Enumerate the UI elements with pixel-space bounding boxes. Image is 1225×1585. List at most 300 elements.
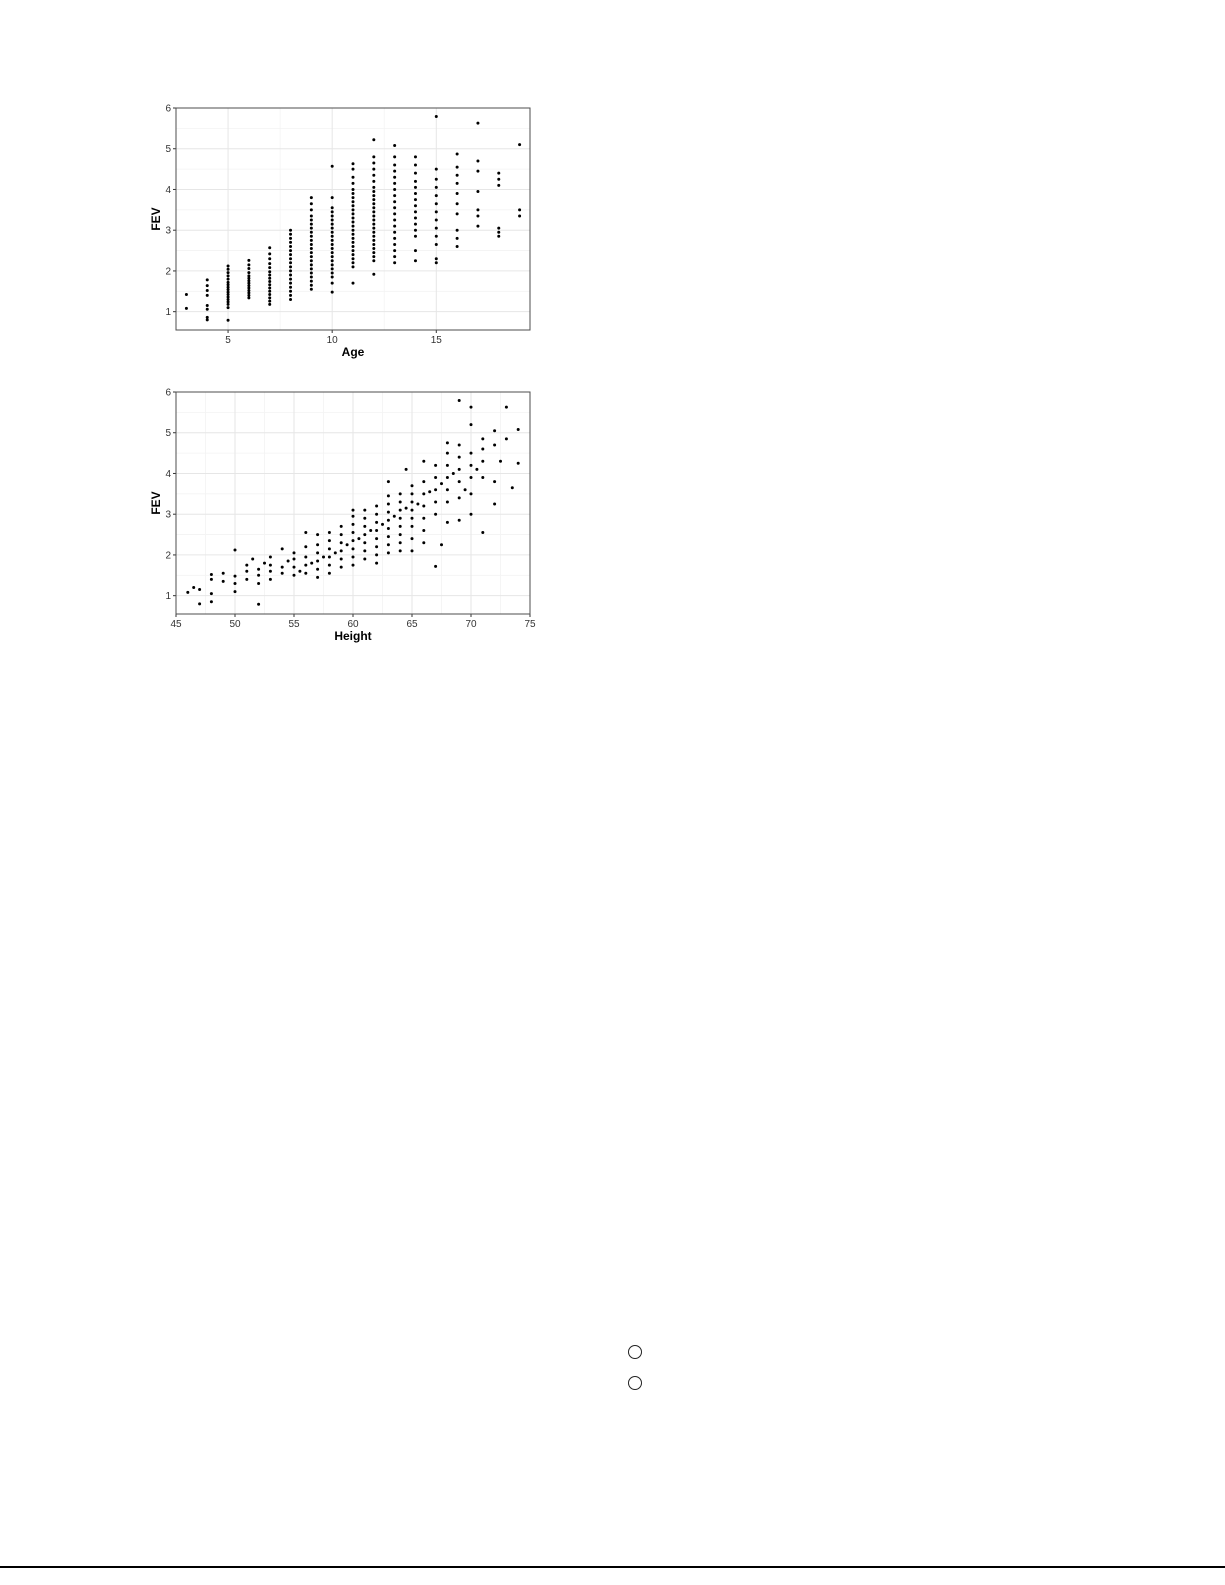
- data-point: [422, 460, 425, 463]
- data-point: [456, 202, 459, 205]
- data-point: [372, 138, 375, 141]
- data-point: [289, 269, 292, 272]
- data-point: [247, 271, 250, 274]
- data-point: [456, 192, 459, 195]
- data-point: [399, 541, 402, 544]
- data-point: [210, 573, 213, 576]
- data-point: [411, 537, 414, 540]
- data-point: [245, 578, 248, 581]
- data-point: [446, 464, 449, 467]
- data-point: [247, 267, 250, 270]
- data-point: [363, 525, 366, 528]
- data-point: [328, 531, 331, 534]
- data-point: [263, 562, 266, 565]
- data-point: [206, 294, 209, 297]
- data-point: [414, 204, 417, 207]
- data-point: [411, 509, 414, 512]
- data-point: [399, 500, 402, 503]
- x-tick-label: 10: [326, 335, 338, 346]
- age-fev-scatter-plot: [150, 100, 540, 362]
- data-point: [331, 243, 334, 246]
- data-point: [352, 523, 355, 526]
- x-tick-label: 45: [170, 619, 182, 630]
- data-point: [331, 282, 334, 285]
- data-point: [289, 241, 292, 244]
- y-tick-label: 2: [165, 266, 171, 278]
- data-point: [206, 308, 209, 311]
- data-point: [310, 202, 313, 205]
- data-point: [414, 192, 417, 195]
- data-point: [352, 176, 355, 179]
- answer-option-radio-1[interactable]: [628, 1345, 642, 1359]
- height-fev-scatter-plot: [150, 384, 540, 646]
- data-point: [440, 482, 443, 485]
- data-point: [387, 494, 390, 497]
- x-axis-title: Age: [341, 345, 365, 359]
- data-point: [289, 286, 292, 289]
- data-point: [446, 476, 449, 479]
- data-point: [316, 551, 319, 554]
- data-point: [289, 282, 292, 285]
- data-point: [331, 263, 334, 266]
- data-point: [435, 227, 438, 230]
- data-point: [372, 174, 375, 177]
- data-point: [393, 194, 396, 197]
- data-point: [310, 276, 313, 279]
- data-point: [257, 574, 260, 577]
- data-point: [352, 208, 355, 211]
- data-point: [331, 271, 334, 274]
- data-point: [257, 582, 260, 585]
- data-point: [268, 283, 271, 286]
- x-tick-label: 75: [524, 619, 536, 630]
- data-point: [387, 535, 390, 538]
- data-point: [352, 216, 355, 219]
- data-point: [505, 437, 508, 440]
- x-tick-label: 50: [229, 619, 241, 630]
- data-point: [269, 555, 272, 558]
- data-point: [331, 239, 334, 242]
- data-point: [476, 190, 479, 193]
- data-point: [414, 235, 417, 238]
- data-point: [331, 227, 334, 230]
- data-point: [399, 525, 402, 528]
- data-point: [331, 259, 334, 262]
- data-point: [414, 249, 417, 252]
- x-tick-label: 55: [288, 619, 300, 630]
- y-tick-label: 2: [165, 550, 171, 562]
- data-point: [375, 553, 378, 556]
- data-point: [310, 251, 313, 254]
- data-point: [435, 194, 438, 197]
- data-point: [434, 476, 437, 479]
- data-point: [352, 249, 355, 252]
- data-point: [310, 247, 313, 250]
- data-point: [422, 529, 425, 532]
- data-point: [268, 277, 271, 280]
- data-point: [310, 235, 313, 238]
- data-point: [393, 219, 396, 222]
- data-point: [372, 180, 375, 183]
- data-point: [310, 196, 313, 199]
- data-point: [331, 235, 334, 238]
- data-point: [493, 443, 496, 446]
- data-point: [322, 555, 325, 558]
- data-point: [372, 251, 375, 254]
- data-point: [352, 196, 355, 199]
- data-point: [393, 212, 396, 215]
- data-point: [247, 263, 250, 266]
- data-point: [505, 406, 508, 409]
- data-point: [476, 214, 479, 217]
- data-point: [227, 319, 230, 322]
- data-point: [393, 164, 396, 167]
- y-tick-label: 5: [165, 144, 171, 156]
- data-point: [304, 564, 307, 567]
- data-point: [481, 437, 484, 440]
- data-point: [446, 521, 449, 524]
- data-point: [476, 225, 479, 228]
- data-point: [186, 591, 189, 594]
- y-tick-label: 1: [165, 591, 171, 603]
- data-point: [458, 468, 461, 471]
- data-point: [375, 505, 378, 508]
- data-point: [206, 284, 209, 287]
- data-point: [310, 562, 313, 565]
- data-point: [352, 188, 355, 191]
- data-point: [352, 253, 355, 256]
- data-point: [411, 492, 414, 495]
- data-point: [328, 547, 331, 550]
- data-point: [372, 190, 375, 193]
- data-point: [310, 255, 313, 258]
- data-point: [440, 543, 443, 546]
- y-tick-label: 6: [165, 387, 171, 399]
- data-point: [289, 298, 292, 301]
- data-point: [446, 500, 449, 503]
- data-point: [435, 115, 438, 118]
- data-point: [393, 237, 396, 240]
- y-tick-label: 3: [165, 225, 171, 237]
- data-point: [372, 206, 375, 209]
- data-point: [352, 257, 355, 260]
- data-point: [434, 464, 437, 467]
- data-point: [422, 480, 425, 483]
- data-point: [434, 565, 437, 568]
- data-point: [435, 235, 438, 238]
- data-point: [304, 572, 307, 575]
- data-point: [375, 513, 378, 516]
- age-fev-svg: [150, 100, 540, 362]
- data-point: [363, 517, 366, 520]
- data-point: [434, 500, 437, 503]
- data-point: [511, 486, 514, 489]
- data-point: [372, 231, 375, 234]
- data-point: [422, 541, 425, 544]
- data-point: [352, 564, 355, 567]
- data-point: [497, 235, 500, 238]
- data-point: [234, 549, 237, 552]
- data-point: [464, 488, 467, 491]
- data-point: [268, 270, 271, 273]
- data-point: [393, 255, 396, 258]
- y-axis-title: FEV: [149, 207, 163, 231]
- data-point: [372, 259, 375, 262]
- data-point: [269, 564, 272, 567]
- data-point: [210, 600, 213, 603]
- data-point: [234, 590, 237, 593]
- data-point: [268, 262, 271, 265]
- data-point: [310, 239, 313, 242]
- data-point: [227, 306, 230, 309]
- data-point: [293, 574, 296, 577]
- data-point: [310, 280, 313, 283]
- data-point: [517, 428, 520, 431]
- data-point: [470, 464, 473, 467]
- data-point: [346, 543, 349, 546]
- data-point: [222, 580, 225, 583]
- data-point: [352, 265, 355, 268]
- data-point: [399, 533, 402, 536]
- data-point: [387, 527, 390, 530]
- data-point: [289, 290, 292, 293]
- data-point: [422, 517, 425, 520]
- data-point: [210, 578, 213, 581]
- data-point: [435, 178, 438, 181]
- data-point: [414, 172, 417, 175]
- data-point: [289, 245, 292, 248]
- data-point: [387, 511, 390, 514]
- data-point: [227, 281, 230, 284]
- data-point: [310, 263, 313, 266]
- data-point: [316, 568, 319, 571]
- data-point: [352, 200, 355, 203]
- data-point: [470, 452, 473, 455]
- data-point: [289, 265, 292, 268]
- data-point: [268, 280, 271, 283]
- data-point: [331, 267, 334, 270]
- data-point: [493, 480, 496, 483]
- data-point: [363, 549, 366, 552]
- x-tick-label: 70: [465, 619, 477, 630]
- data-point: [393, 176, 396, 179]
- x-tick-label: 65: [406, 619, 418, 630]
- data-point: [331, 206, 334, 209]
- data-point: [372, 243, 375, 246]
- data-point: [435, 186, 438, 189]
- x-tick-label: 15: [430, 335, 442, 346]
- answer-option-radio-2[interactable]: [628, 1376, 642, 1390]
- data-point: [405, 507, 408, 510]
- data-point: [310, 243, 313, 246]
- data-point: [372, 194, 375, 197]
- data-point: [387, 519, 390, 522]
- data-point: [393, 188, 396, 191]
- data-point: [227, 278, 230, 281]
- data-point: [352, 237, 355, 240]
- data-point: [257, 603, 260, 606]
- data-point: [411, 500, 414, 503]
- y-tick-label: 6: [165, 103, 171, 115]
- data-point: [352, 282, 355, 285]
- data-point: [493, 503, 496, 506]
- data-point: [316, 543, 319, 546]
- data-point: [458, 496, 461, 499]
- data-point: [372, 273, 375, 276]
- data-point: [446, 441, 449, 444]
- data-point: [234, 575, 237, 578]
- data-point: [499, 460, 502, 463]
- data-point: [331, 251, 334, 254]
- data-point: [310, 223, 313, 226]
- data-point: [247, 274, 250, 277]
- data-point: [251, 558, 254, 561]
- data-point: [206, 304, 209, 307]
- data-point: [185, 307, 188, 310]
- data-point: [375, 545, 378, 548]
- data-point: [481, 448, 484, 451]
- data-point: [393, 225, 396, 228]
- data-point: [375, 521, 378, 524]
- y-tick-label: 4: [165, 184, 171, 196]
- data-point: [428, 490, 431, 493]
- data-point: [372, 198, 375, 201]
- data-point: [435, 261, 438, 264]
- data-point: [411, 549, 414, 552]
- data-point: [456, 229, 459, 232]
- data-point: [399, 509, 402, 512]
- data-point: [372, 255, 375, 258]
- data-point: [481, 531, 484, 534]
- data-point: [497, 227, 500, 230]
- data-point: [247, 259, 250, 262]
- data-point: [363, 533, 366, 536]
- data-point: [227, 274, 230, 277]
- data-point: [310, 231, 313, 234]
- data-point: [470, 406, 473, 409]
- data-point: [435, 219, 438, 222]
- data-point: [475, 468, 478, 471]
- data-point: [234, 582, 237, 585]
- data-point: [363, 541, 366, 544]
- data-point: [331, 196, 334, 199]
- data-point: [363, 558, 366, 561]
- data-point: [393, 155, 396, 158]
- data-point: [304, 531, 307, 534]
- data-point: [340, 541, 343, 544]
- data-point: [458, 519, 461, 522]
- data-point: [331, 214, 334, 217]
- data-point: [393, 206, 396, 209]
- data-point: [352, 555, 355, 558]
- data-point: [304, 555, 307, 558]
- data-point: [289, 237, 292, 240]
- data-point: [227, 271, 230, 274]
- data-point: [458, 456, 461, 459]
- data-point: [289, 274, 292, 277]
- data-point: [372, 161, 375, 164]
- data-point: [435, 210, 438, 213]
- data-point: [310, 271, 313, 274]
- data-point: [456, 174, 459, 177]
- data-point: [481, 476, 484, 479]
- data-point: [414, 180, 417, 183]
- data-point: [352, 547, 355, 550]
- data-point: [411, 517, 414, 520]
- data-point: [393, 170, 396, 173]
- data-point: [434, 513, 437, 516]
- data-point: [456, 212, 459, 215]
- data-point: [268, 274, 271, 277]
- data-point: [331, 255, 334, 258]
- data-point: [316, 533, 319, 536]
- y-tick-label: 4: [165, 468, 171, 480]
- data-point: [304, 545, 307, 548]
- data-point: [298, 570, 301, 573]
- data-point: [497, 172, 500, 175]
- data-point: [497, 231, 500, 234]
- data-point: [434, 488, 437, 491]
- data-point: [399, 549, 402, 552]
- x-tick-label: 60: [347, 619, 359, 630]
- data-point: [372, 210, 375, 213]
- data-point: [352, 539, 355, 542]
- data-point: [375, 529, 378, 532]
- data-point: [352, 229, 355, 232]
- data-point: [481, 460, 484, 463]
- data-point: [316, 560, 319, 563]
- data-point: [268, 257, 271, 260]
- data-point: [399, 517, 402, 520]
- data-point: [414, 198, 417, 201]
- data-point: [497, 178, 500, 181]
- data-point: [289, 257, 292, 260]
- data-point: [328, 564, 331, 567]
- data-point: [393, 243, 396, 246]
- data-point: [340, 549, 343, 552]
- data-point: [372, 239, 375, 242]
- data-point: [375, 562, 378, 565]
- data-point: [352, 192, 355, 195]
- data-point: [393, 515, 396, 518]
- data-point: [456, 245, 459, 248]
- data-point: [352, 233, 355, 236]
- data-point: [393, 261, 396, 264]
- data-point: [340, 558, 343, 561]
- data-point: [192, 586, 195, 589]
- data-point: [268, 252, 271, 255]
- data-point: [422, 492, 425, 495]
- data-point: [227, 265, 230, 268]
- data-point: [352, 261, 355, 264]
- data-point: [387, 503, 390, 506]
- y-tick-label: 1: [165, 307, 171, 319]
- data-point: [446, 452, 449, 455]
- data-point: [289, 253, 292, 256]
- data-point: [281, 572, 284, 575]
- data-point: [393, 200, 396, 203]
- data-point: [310, 267, 313, 270]
- data-point: [206, 278, 209, 281]
- data-point: [334, 551, 337, 554]
- data-point: [372, 155, 375, 158]
- data-point: [458, 480, 461, 483]
- data-point: [497, 184, 500, 187]
- data-point: [328, 539, 331, 542]
- data-point: [405, 468, 408, 471]
- data-point: [387, 551, 390, 554]
- data-point: [352, 212, 355, 215]
